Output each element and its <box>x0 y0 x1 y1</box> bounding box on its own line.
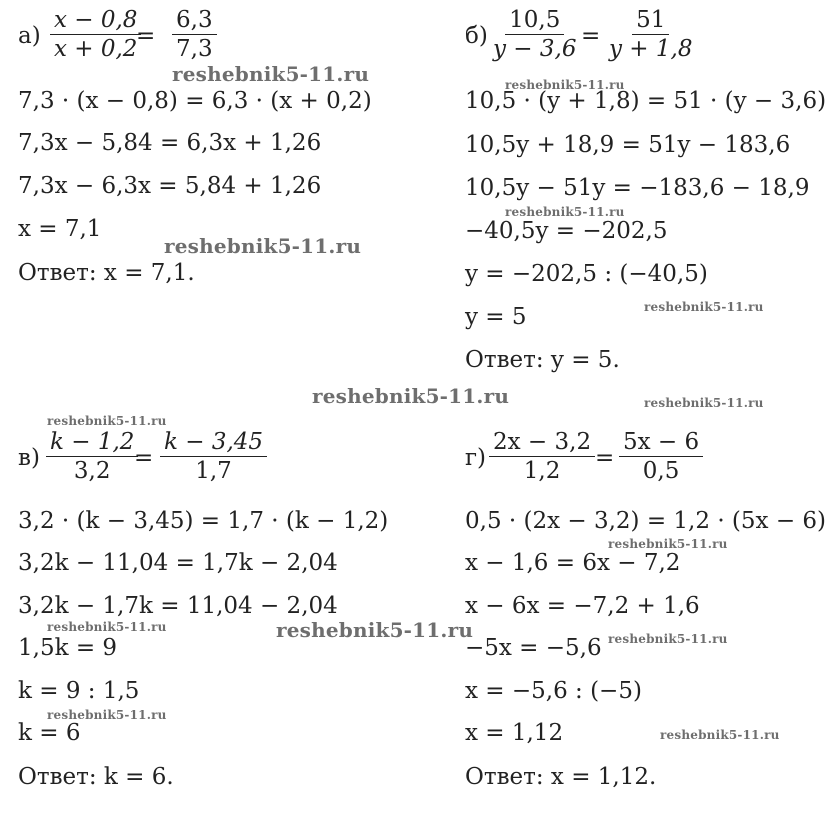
fraction-right <box>160 428 267 485</box>
denominator: 1,2 <box>523 458 561 484</box>
solution-line: 3,2k − 1,7k = 11,04 − 2,04 <box>18 593 338 619</box>
solution-line: y = 5 <box>465 304 527 330</box>
solution-line: 7,3x − 5,84 = 6,3x + 1,26 <box>18 130 322 156</box>
numerator: 5x − 6 <box>619 428 703 457</box>
equals-sign: = <box>595 445 615 471</box>
solution-line: −40,5y = −202,5 <box>465 218 668 244</box>
numerator: 51 <box>632 6 669 35</box>
answer-line: Ответ: y = 5. <box>465 347 620 373</box>
solution-line: 10,5y − 51y = −183,6 − 18,9 <box>465 175 810 201</box>
numerator: 10,5 <box>505 6 564 35</box>
watermark: reshebnik5-11.ru <box>312 384 510 408</box>
fraction-left <box>46 428 138 485</box>
denominator: y + 1,8 <box>609 36 693 62</box>
watermark: reshebnik5-11.ru <box>47 620 167 634</box>
problem-label: б) <box>465 23 488 49</box>
solution-line: 0,5 · (2x − 3,2) = 1,2 · (5x − 6) <box>465 508 827 534</box>
fraction-left <box>50 6 141 63</box>
solution-line: 7,3x − 6,3x = 5,84 + 1,26 <box>18 173 322 199</box>
equals-sign: = <box>581 23 601 49</box>
watermark: reshebnik5-11.ru <box>172 62 370 86</box>
equals-sign: = <box>134 445 154 471</box>
fraction-right <box>605 6 696 63</box>
answer-line: Ответ: x = 7,1. <box>18 260 195 286</box>
denominator: 0,5 <box>642 458 680 484</box>
solution-line: −5x = −5,6 <box>465 635 602 661</box>
answer-line: Ответ: x = 1,12. <box>465 764 657 790</box>
watermark: reshebnik5-11.ru <box>164 234 362 258</box>
solution-line: y = −202,5 : (−40,5) <box>465 261 708 287</box>
solution-line: x = −5,6 : (−5) <box>465 678 642 704</box>
numerator: 2x − 3,2 <box>489 428 595 457</box>
solution-line: 3,2 · (k − 3,45) = 1,7 · (k − 1,2) <box>18 508 389 534</box>
denominator: 7,3 <box>176 36 213 62</box>
fraction-right <box>619 428 703 485</box>
solution-line: k = 6 <box>18 720 81 746</box>
solution-line: x − 6x = −7,2 + 1,6 <box>465 593 700 619</box>
watermark: reshebnik5-11.ru <box>644 396 764 410</box>
numerator: k − 1,2 <box>46 428 138 457</box>
solution-line: x = 1,12 <box>465 720 564 746</box>
denominator: 3,2 <box>73 458 111 484</box>
solution-line: k = 9 : 1,5 <box>18 678 140 704</box>
watermark: reshebnik5-11.ru <box>505 205 625 219</box>
numerator: x − 0,8 <box>50 6 141 35</box>
numerator: k − 3,45 <box>160 428 267 457</box>
fraction-left <box>489 428 595 485</box>
solution-line: 7,3 · (x − 0,8) = 6,3 · (x + 0,2) <box>18 88 372 114</box>
solution-line: 3,2k − 11,04 = 1,7k − 2,04 <box>18 550 338 576</box>
denominator: x + 0,2 <box>54 36 138 62</box>
equals-sign: = <box>136 23 156 49</box>
solution-line: x = 7,1 <box>18 216 102 242</box>
solution-line: 10,5 · (y + 1,8) = 51 · (y − 3,6) <box>465 88 827 114</box>
watermark: reshebnik5-11.ru <box>608 632 728 646</box>
watermark: reshebnik5-11.ru <box>608 537 728 551</box>
problem-label: г) <box>465 445 487 471</box>
answer-line: Ответ: k = 6. <box>18 764 174 790</box>
problem-label: в) <box>18 445 40 471</box>
denominator: 1,7 <box>195 458 232 484</box>
solution-line: x − 1,6 = 6x − 7,2 <box>465 550 681 576</box>
fraction-left <box>489 6 580 63</box>
denominator: y − 3,6 <box>493 36 577 62</box>
solution-line: 10,5y + 18,9 = 51y − 183,6 <box>465 132 791 158</box>
watermark: reshebnik5-11.ru <box>505 78 625 92</box>
watermark: reshebnik5-11.ru <box>47 708 167 722</box>
problem-label: а) <box>18 23 41 49</box>
solution-line: 1,5k = 9 <box>18 635 118 661</box>
watermark: reshebnik5-11.ru <box>276 618 474 642</box>
watermark: reshebnik5-11.ru <box>660 728 780 742</box>
fraction-right <box>172 6 217 63</box>
numerator: 6,3 <box>172 6 217 35</box>
watermark: reshebnik5-11.ru <box>644 300 764 314</box>
watermark: reshebnik5-11.ru <box>47 414 167 428</box>
